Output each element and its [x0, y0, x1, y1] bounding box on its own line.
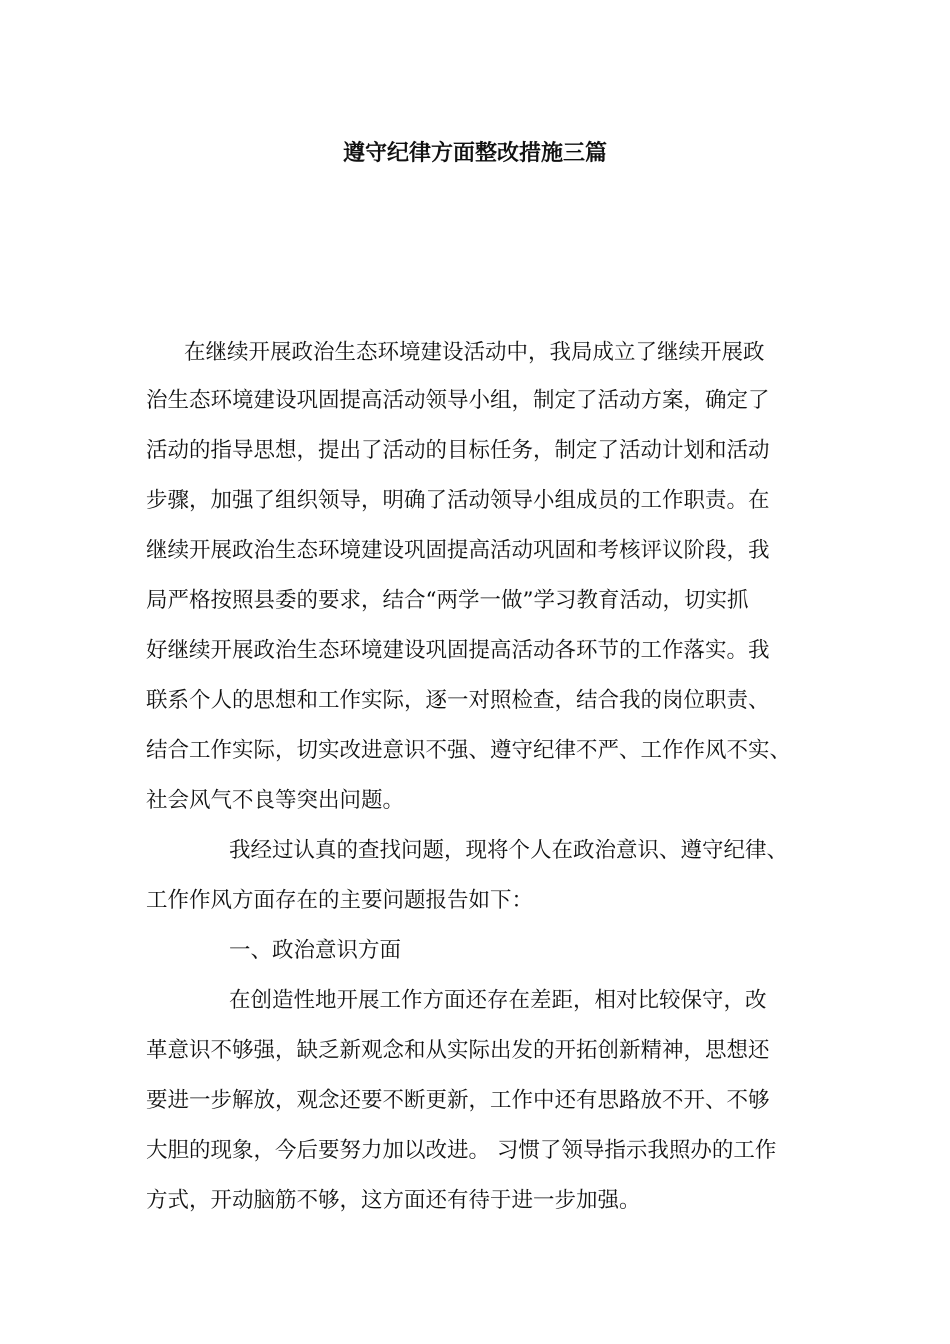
paragraph-1-line-8: 联系个人的思想和工作实际，逐一对照检查，结合我的岗位职责、	[146, 688, 770, 713]
paragraph-2-line-1: 我经过认真的查找问题，现将个人在政治意识、遵守纪律、	[229, 838, 789, 863]
paragraph-3-line-2: 革意识不够强，缺乏新观念和从实际出发的开拓创新精神，思想还	[146, 1038, 770, 1063]
paragraph-1-line-10: 社会风气不良等突出问题。	[146, 788, 405, 813]
paragraph-3-line-4: 大胆的现象，今后要努力加以改进。 习惯了领导指示我照办的工作	[146, 1138, 777, 1163]
paragraph-3-line-3: 要进一步解放，观念还要不断更新，工作中还有思路放不开、不够	[146, 1088, 770, 1113]
paragraph-3-line-1: 在创造性地开展工作方面还存在差距，相对比较保守，改	[229, 988, 767, 1013]
paragraph-3-line-5: 方式，开动脑筋不够，这方面还有待于进一步加强。	[146, 1188, 641, 1213]
paragraph-1-line-4: 步骤，加强了组织领导，明确了活动领导小组成员的工作职责。在	[146, 488, 770, 513]
paragraph-1-line-6: 局严格按照县委的要求，结合“两学一做”学习教育活动，切实抓	[146, 588, 749, 613]
document-title: 遵守纪律方面整改措施三篇	[342, 140, 607, 166]
paragraph-1-line-7: 好继续开展政治生态环境建设巩固提高活动各环节的工作落实。我	[146, 638, 770, 663]
paragraph-1-line-3: 活动的指导思想，提出了活动的目标任务，制定了活动计划和活动	[146, 438, 770, 463]
paragraph-1-line-5: 继续开展政治生态环境建设巩固提高活动巩固和考核评议阶段，我	[146, 538, 770, 563]
paragraph-2-line-2: 工作作风方面存在的主要问题报告如下：	[146, 888, 534, 913]
paragraph-1-line-2: 治生态环境建设巩固提高活动领导小组，制定了活动方案，确定了	[146, 388, 770, 413]
section-heading: 一、政治意识方面	[229, 938, 402, 963]
paragraph-1-line-9: 结合工作实际，切实改进意识不强、遵守纪律不严、工作作风不实、	[146, 738, 792, 763]
paragraph-1-line-1: 在继续开展政治生态环境建设活动中，我局成立了继续开展政	[184, 340, 765, 365]
